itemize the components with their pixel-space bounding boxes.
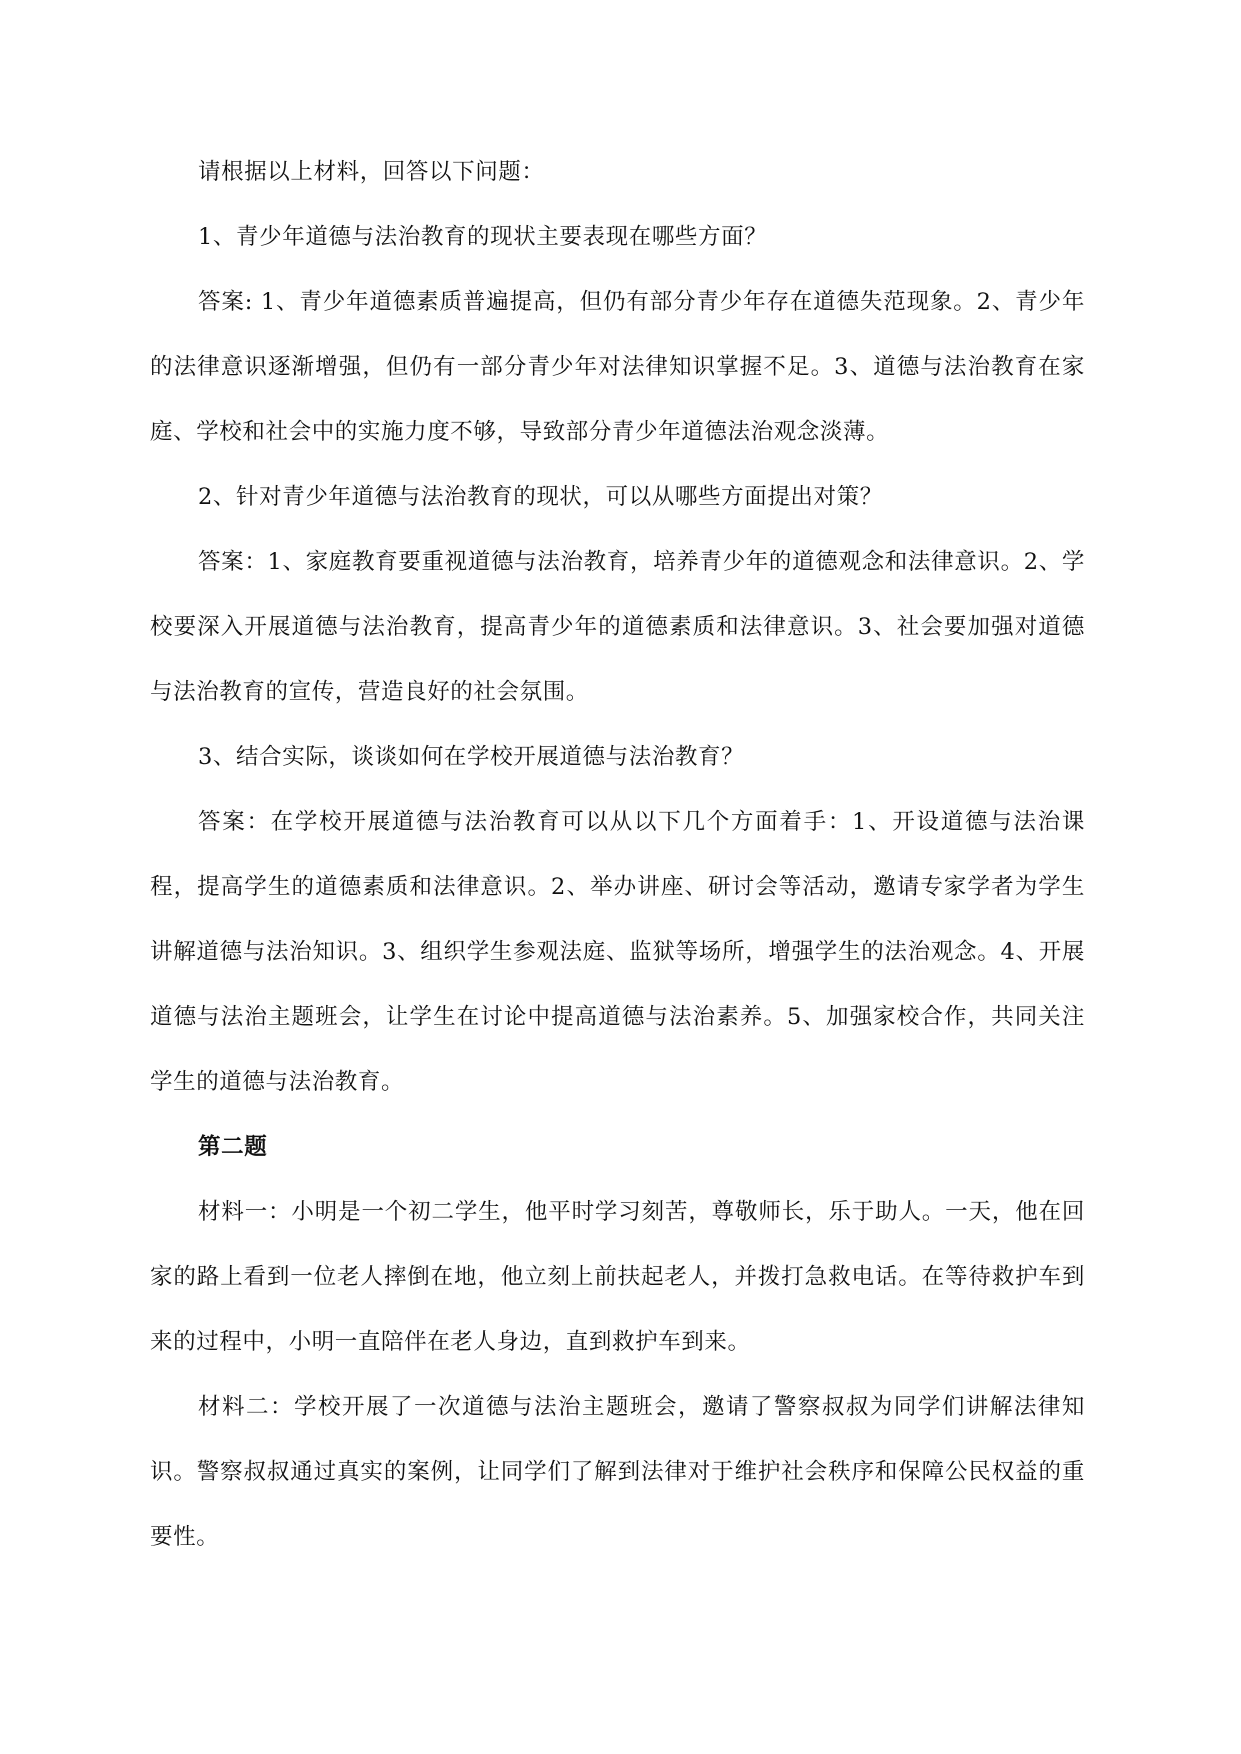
material-1: 材料一：小明是一个初二学生，他平时学习刻苦，尊敬师长，乐于助人。一天，他在回家的路上看到一位老人摔倒在地，他立刻上前扶起老人，并拨打急救电话。在等待救护车到来的过程中，小明一直陪伴在老人身边，直到救护车到来。 bbox=[150, 1199, 1085, 1355]
answer-1: 答案: 1、青少年道德素质普遍提高，但仍有部分青少年存在道德失范现象。2、青少年的法律意识逐渐增强，但仍有一部分青少年对法律知识掌握不足。3、道德与法治教育在家庭、学校和社会中的实施力度不够，导致部分青少年道德法治观念淡薄。 bbox=[150, 289, 1085, 445]
document-body bbox=[150, 140, 1085, 1570]
section-2-title: 第二题 bbox=[198, 1134, 268, 1160]
answer-3: 答案：在学校开展道德与法治教育可以从以下几个方面着手：1、开设道德与法治课程，提高学生的道德素质和法律意识。2、举办讲座、研讨会等活动，邀请专家学者为学生讲解道德与法治知识。3、组织学生参观法庭、监狱等场所，增强学生的法治观念。4、开展道德与法治主题班会，让学生在讨论中提高道德与法治素养。5、加强家校合作，共同关注学生的道德与法治教育。 bbox=[150, 809, 1085, 1095]
intro-paragraph: 请根据以上材料，回答以下问题： bbox=[198, 159, 545, 185]
question-2: 2、针对青少年道德与法治教育的现状，可以从哪些方面提出对策？ bbox=[198, 484, 883, 510]
question-3: 3、结合实际，谈谈如何在学校开展道德与法治教育？ bbox=[198, 744, 745, 770]
answer-2: 答案：1、家庭教育要重视道德与法治教育，培养青少年的道德观念和法律意识。2、学校要深入开展道德与法治教育，提高青少年的道德素质和法律意识。3、社会要加强对道德与法治教育的宣传，营造良好的社会氛围。 bbox=[150, 549, 1085, 705]
material-2: 材料二：学校开展了一次道德与法治主题班会，邀请了警察叔叔为同学们讲解法律知识。警察叔叔通过真实的案例，让同学们了解到法律对于维护社会秩序和保障公民权益的重要性。 bbox=[150, 1394, 1085, 1550]
question-1: 1、青少年道德与法治教育的现状主要表现在哪些方面？ bbox=[198, 224, 768, 250]
